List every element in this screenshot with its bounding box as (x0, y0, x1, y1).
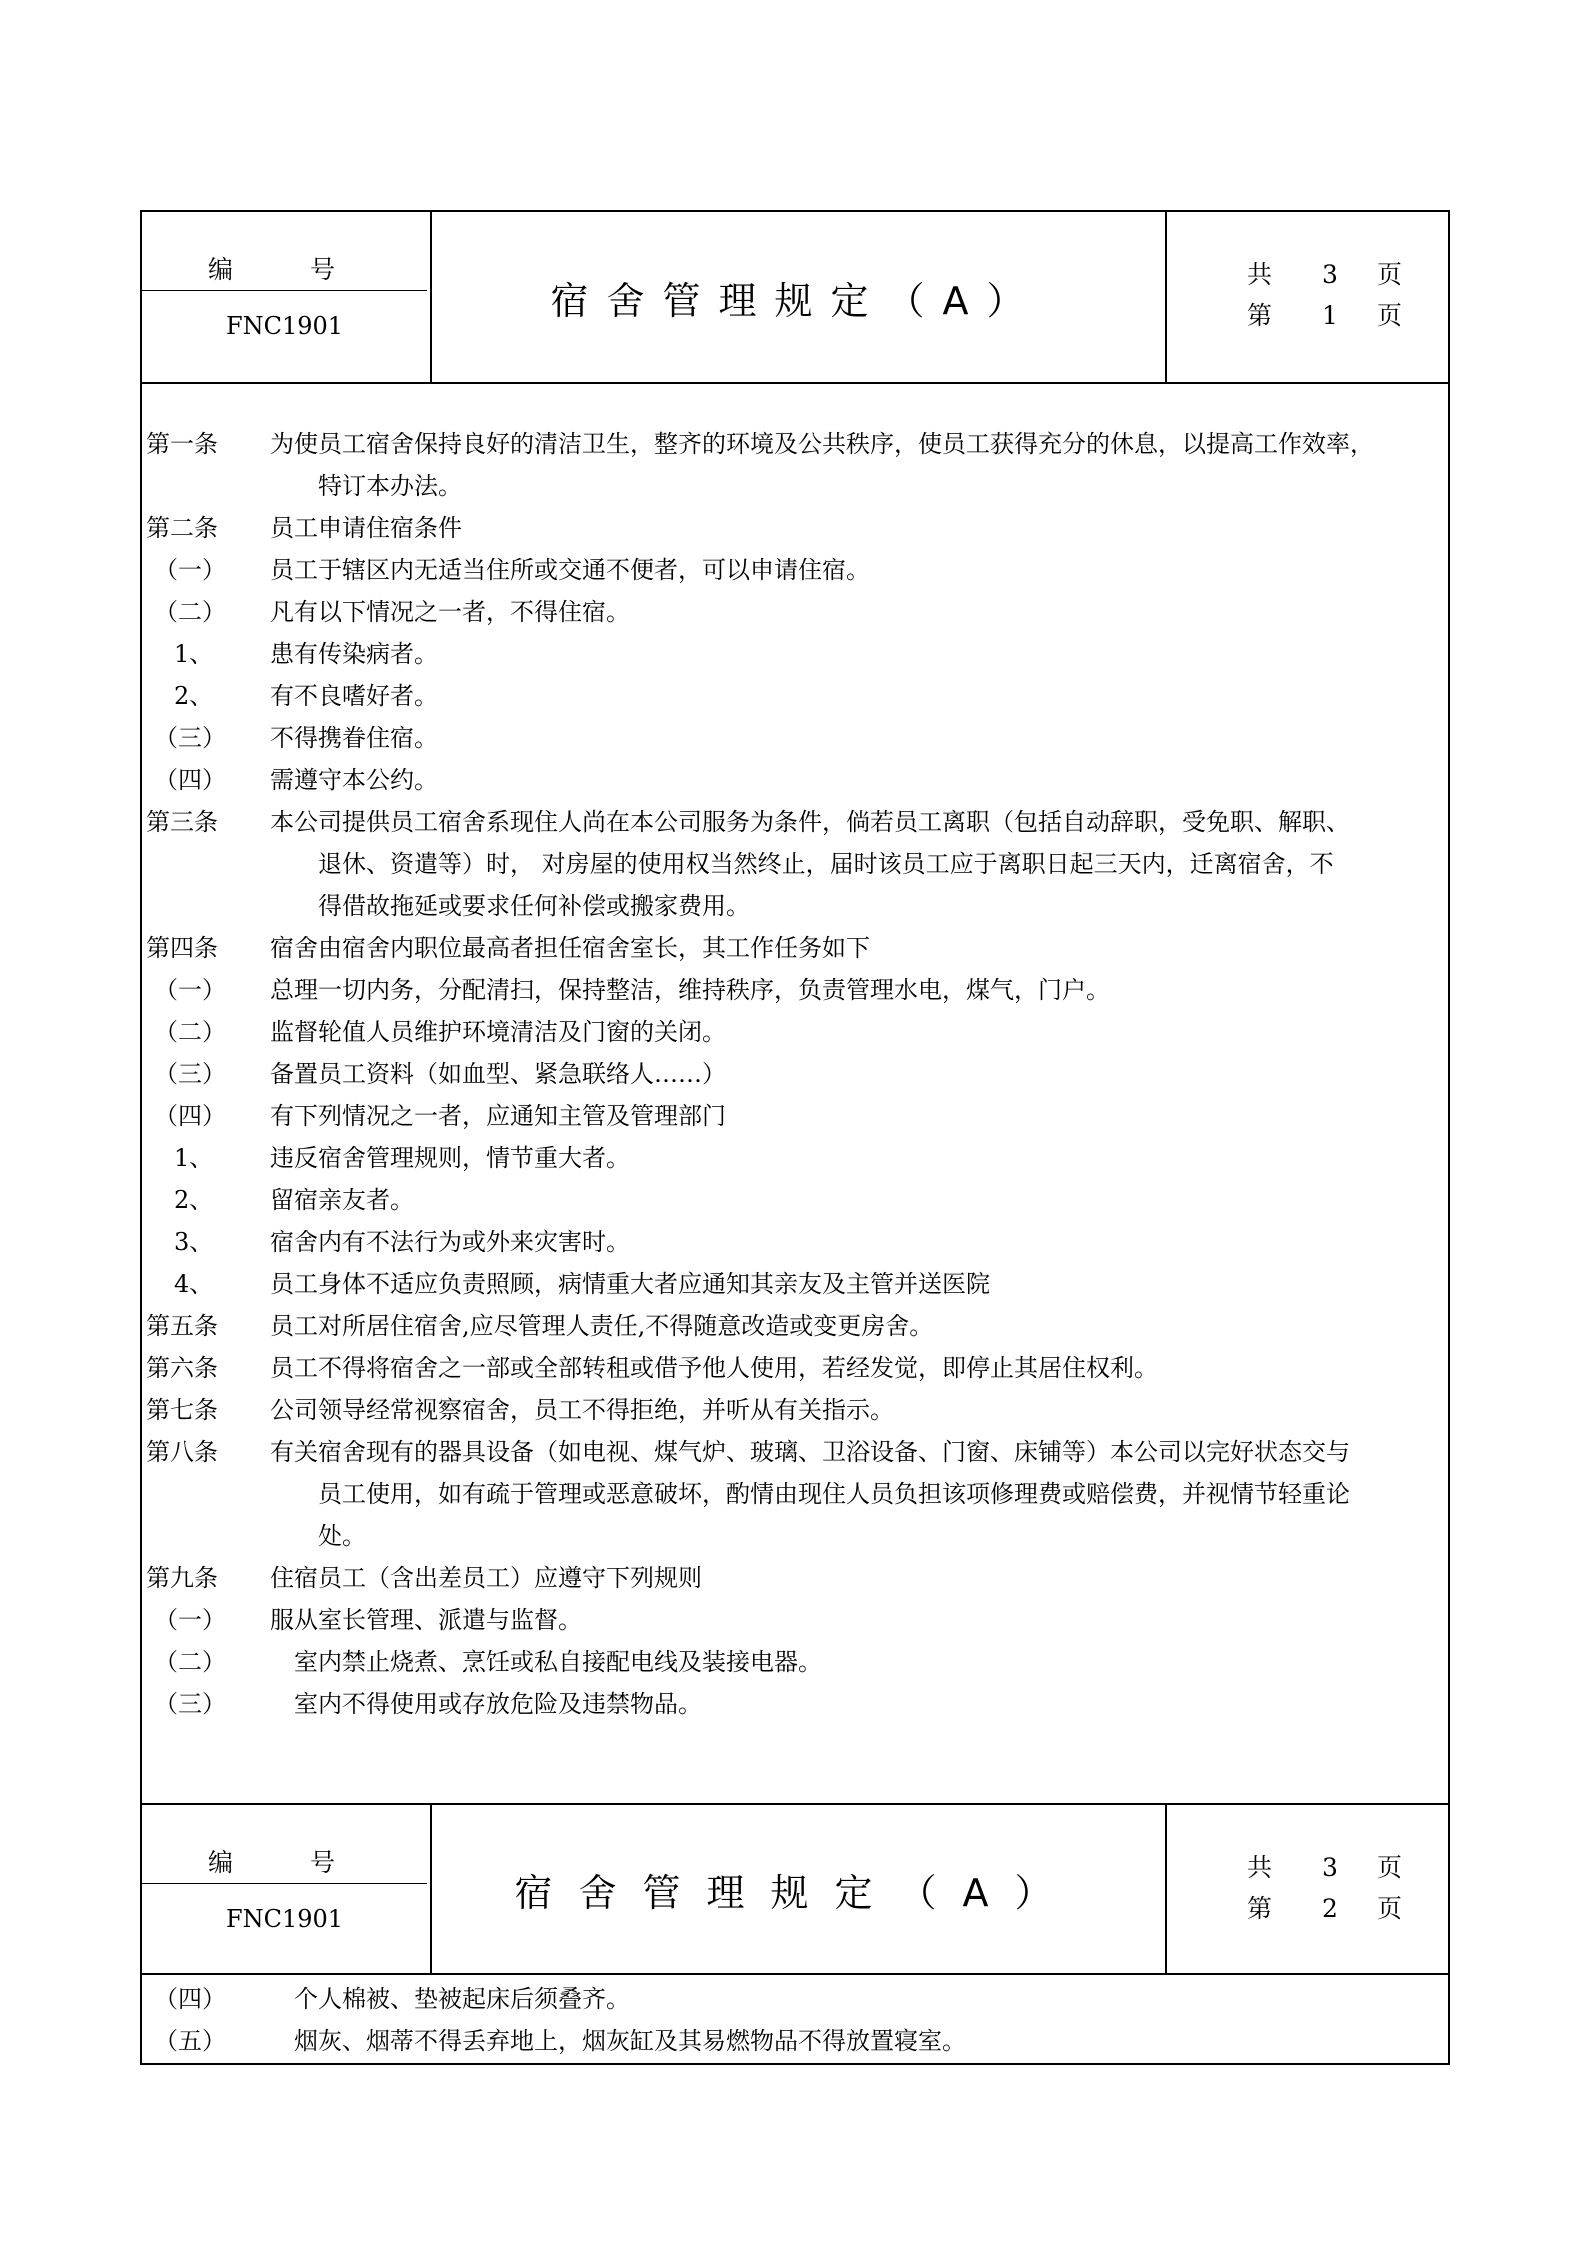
list-item: 特订本办法。 (318, 472, 462, 500)
total-label: 共 (1247, 260, 1273, 289)
page-count-cell (1165, 212, 1448, 382)
total-unit: 页 (1377, 1853, 1403, 1882)
current-page-value: 2 (1322, 1894, 1338, 1923)
current-label: 第 (1247, 1894, 1273, 1923)
code-divider (142, 1883, 427, 1884)
total-label: 共 (1247, 1853, 1273, 1882)
list-item: 1、 患有传染病者。 (174, 640, 438, 668)
current-label: 第 (1247, 301, 1273, 330)
code-label: 编 号 (207, 1848, 361, 1877)
list-item: 2、 留宿亲友者。 (174, 1186, 414, 1214)
list-item: 4、 员工身体不适应负责照顾，病情重大者应通知其亲友及主管并送医院 (174, 1270, 990, 1298)
list-item: （一） 服从室长管理、派遣与监督。 (154, 1606, 582, 1634)
document-title-text: 宿舍管理规定（A） (514, 1870, 1079, 1915)
page-header (142, 212, 1448, 384)
regulation-body (146, 423, 1436, 1725)
total-pages-value: 3 (1322, 1853, 1338, 1882)
page-count-cell (1165, 1805, 1448, 1973)
code-divider (142, 290, 427, 291)
list-item: （二） 室内禁止烧煮、烹饪或私自接配电线及装接电器。 (154, 1648, 822, 1676)
list-item: 员工使用，如有疏于管理或恶意破坏，酌情由现住人员负担该项修理费或赔偿费，并视情节轻重论 (318, 1480, 1350, 1508)
list-item: 第三条 本公司提供员工宿舍系现住人尚在本公司服务为条件，倘若员工离职（包括自动辞职，受免职、解职、 (146, 808, 1350, 836)
list-item: 第七条 公司领导经常视察宿舍，员工不得拒绝，并听从有关指示。 (146, 1396, 894, 1424)
list-item: （三） 备置员工资料（如血型、紧急联络人……） (154, 1060, 726, 1088)
list-item: （四） 需遵守本公约。 (154, 766, 438, 794)
list-item: （四） 个人棉被、垫被起床后须叠齐。 (154, 1985, 630, 2013)
list-item: （四） 有下列情况之一者，应通知主管及管理部门 (154, 1102, 726, 1130)
list-item: （三） 不得携眷住宿。 (154, 724, 438, 752)
code-value: FNC1901 (225, 312, 344, 340)
list-item: 1、 违反宿舍管理规则，情节重大者。 (174, 1144, 630, 1172)
list-item: 第六条 员工不得将宿舍之一部或全部转租或借予他人使用，若经发觉，即停止其居住权利。 (146, 1354, 1158, 1382)
list-item: 3、 宿舍内有不法行为或外来灾害时。 (174, 1228, 630, 1256)
list-item: 第一条 为使员工宿舍保持良好的清洁卫生，整齐的环境及公共秩序，使员工获得充分的休息，以提高工作效率， (146, 430, 1374, 458)
document-title (432, 212, 1161, 382)
list-item: （二） 监督轮值人员维护环境清洁及门窗的关闭。 (154, 1018, 726, 1046)
list-item: 第五条 员工对所居住宿舍,应尽管理人责任,不得随意改造或变更房舍。 (146, 1312, 934, 1340)
list-item: （二） 凡有以下情况之一者，不得住宿。 (154, 598, 630, 626)
page-header (142, 1805, 1448, 1975)
total-unit: 页 (1377, 260, 1403, 289)
document-page-1 (140, 210, 1450, 1805)
current-page (1247, 1889, 1402, 1925)
list-item: 第九条 住宿员工（含出差员工）应遵守下列规则 (146, 1564, 702, 1592)
document-title-text: 宿舍管理规定（A） (550, 278, 1043, 323)
total-pages (1247, 255, 1402, 291)
list-item: 处。 (318, 1522, 366, 1550)
list-item: （一） 员工于辖区内无适当住所或交通不便者，可以申请住宿。 (154, 556, 870, 584)
list-item: （三） 室内不得使用或存放危险及违禁物品。 (154, 1690, 702, 1718)
current-unit: 页 (1377, 1894, 1403, 1923)
list-item: 第八条 有关宿舍现有的器具设备（如电视、煤气炉、玻璃、卫浴设备、门窗、床铺等）本公司以完好状态交与 (146, 1438, 1350, 1466)
list-item: 退休、资遣等）时， 对房屋的使用权当然终止，届时该员工应于离职日起三天内，迁离宿舍，不 (318, 850, 1334, 878)
current-unit: 页 (1377, 301, 1403, 330)
list-item: 得借故拖延或要求任何补偿或搬家费用。 (318, 892, 750, 920)
list-item: （一） 总理一切内务，分配清扫，保持整洁，维持秩序，负责管理水电，煤气，门户。 (154, 976, 1110, 1004)
list-item: 第四条 宿舍由宿舍内职位最高者担任宿舍室长，其工作任务如下 (146, 934, 870, 962)
code-label: 编 号 (207, 255, 361, 284)
code-value: FNC1901 (225, 1905, 344, 1933)
total-pages (1247, 1848, 1402, 1884)
code-cell (142, 1805, 432, 1973)
list-item: 第二条 员工申请住宿条件 (146, 514, 462, 542)
regulation-body (146, 1978, 1436, 2062)
document-page-2 (140, 1803, 1450, 2065)
code-cell (142, 212, 432, 382)
list-item: （五） 烟灰、烟蒂不得丢弃地上，烟灰缸及其易燃物品不得放置寝室。 (154, 2027, 966, 2055)
document-title (432, 1805, 1161, 1973)
current-page (1247, 296, 1402, 332)
list-item: 2、 有不良嗜好者。 (174, 682, 438, 710)
current-page-value: 1 (1322, 301, 1338, 330)
total-pages-value: 3 (1322, 260, 1338, 289)
